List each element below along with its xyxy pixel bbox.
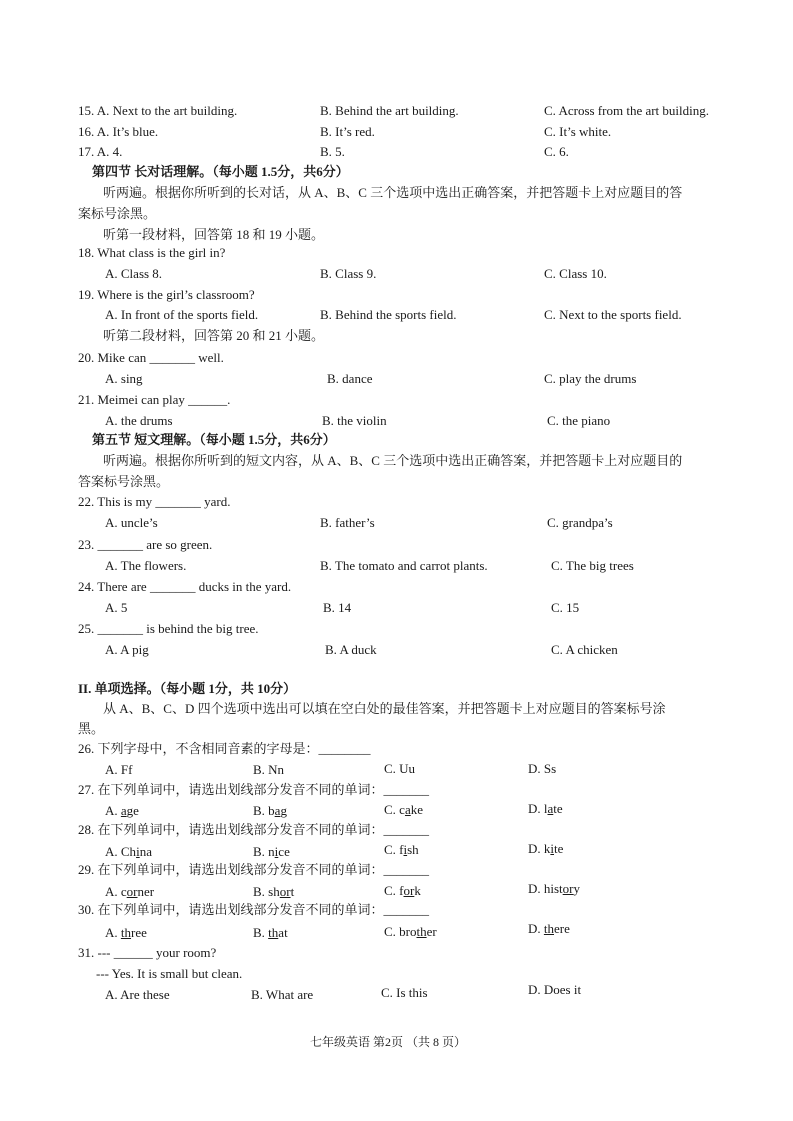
question-26: 26. 下列字母中，不含相同音素的字母是：________ <box>78 741 371 756</box>
q19-option-a: A. In front of the sports field. <box>105 307 259 322</box>
q30-a-suffix: ree <box>131 925 147 940</box>
q29-b-underlined: or <box>279 884 291 899</box>
q31-reply: --- Yes. It is small but clean. <box>96 966 243 981</box>
question-22: 22. This is my _______ yard. <box>78 494 231 509</box>
q22-option-c: C. grandpa’s <box>547 515 613 530</box>
question-30: 30. 在下列单词中，请选出划线部分发音不同的单词：_______ <box>78 902 430 917</box>
q27-b-suffix: g <box>280 803 287 818</box>
q22-option-b: B. father’s <box>320 515 375 530</box>
q30-option-c <box>384 924 437 940</box>
q27-b-prefix: B. b <box>253 803 275 818</box>
q27-b-underlined: a <box>274 803 281 818</box>
q30-c-underlined: th <box>416 924 427 939</box>
q23-option-a: A. The flowers. <box>105 558 187 573</box>
section-5-instructions-line1: 听两遍。根据你所听到的短文内容，从 A、B、C 三个选项中选出正确答案，并把答题卡上对应题目的 <box>103 453 683 468</box>
q26-option-c: C. Uu <box>384 761 416 776</box>
q27-d-underlined: a <box>547 801 554 816</box>
q28-a-underlined: i <box>136 844 140 859</box>
question-16: 16. A. It’s blue. <box>78 124 159 139</box>
q28-option-c <box>384 842 419 858</box>
question-15 <box>78 103 237 119</box>
q30-option-d <box>528 921 570 937</box>
q28-d-underlined: i <box>550 841 555 856</box>
q27-option-b <box>253 803 287 819</box>
q21-option-a: A. the drums <box>105 413 173 428</box>
material-2-note: 听第二段材料，回答第 20 和 21 小题。 <box>103 328 325 343</box>
q29-option-d <box>528 881 580 897</box>
q27-option-a <box>105 803 139 819</box>
q30-option-a <box>105 925 147 941</box>
section-4-instructions-line2: 案标号涂黑。 <box>78 206 157 221</box>
q28-a-suffix: na <box>139 844 152 859</box>
q19-option-b: B. Behind the sports field. <box>320 307 457 322</box>
q27-option-c <box>384 802 423 818</box>
q23-option-b: B. The tomato and carrot plants. <box>320 558 488 573</box>
q18-option-b: B. Class 9. <box>320 266 377 281</box>
q29-c-suffix: k <box>414 883 421 898</box>
question-29: 29. 在下列单词中，请选出划线部分发音不同的单词：_______ <box>78 862 430 877</box>
q30-a-underlined: th <box>120 925 132 940</box>
q26-option-d: D. Ss <box>528 761 557 776</box>
question-18: 18. What class is the girl in? <box>78 245 226 260</box>
q15-option-a: 15. A. Next to the art building. <box>78 103 238 118</box>
question-21: 21. Meimei can play ______. <box>78 392 231 407</box>
question-19: 19. Where is the girl’s classroom? <box>78 287 255 302</box>
q29-d-underlined: or <box>562 881 574 896</box>
q31-option-b: B. What are <box>251 987 314 1002</box>
q20-option-c: C. play the drums <box>544 371 637 386</box>
section-4-heading: 第四节 长对话理解。（每小题 1.5分，共6分） <box>92 164 349 179</box>
q29-b-suffix: t <box>290 884 295 899</box>
q29-b-prefix: B. sh <box>253 884 280 899</box>
q30-b-prefix: B. <box>253 925 269 940</box>
q27-d-suffix: te <box>553 801 563 816</box>
q29-c-prefix: C. f <box>384 883 404 898</box>
q27-c-underlined: a <box>404 802 411 817</box>
q29-option-c <box>384 883 421 899</box>
q29-d-suffix: y <box>573 881 581 896</box>
question-25: 25. _______ is behind the big tree. <box>78 621 259 636</box>
q27-d-prefix: D. l <box>528 801 548 816</box>
q27-c-prefix: C. c <box>384 802 405 817</box>
q19-option-c: C. Next to the sports field. <box>544 307 682 322</box>
q16-option-c: C. It’s white. <box>544 124 612 139</box>
q27-a-underlined: a <box>120 803 127 818</box>
part-2-heading: II. 单项选择。（每小题 1分，共 10分） <box>78 681 297 696</box>
q22-option-a: A. uncle’s <box>105 515 158 530</box>
q15-option-c: C. Across from the art building. <box>544 103 710 118</box>
q28-c-suffix: sh <box>407 842 419 857</box>
q31-option-c: C. Is this <box>381 985 428 1000</box>
q25-option-b: B. A duck <box>325 642 377 657</box>
q17-option-c: C. 6. <box>544 144 569 159</box>
q23-option-c: C. The big trees <box>551 558 634 573</box>
page-footer: 七年级英语 第2页 （共 8 页） <box>310 1035 467 1049</box>
question-23: 23. _______ are so green. <box>78 537 213 552</box>
question-31: 31. --- ______ your room? <box>78 945 217 960</box>
q21-option-c: C. the piano <box>547 413 611 428</box>
q17-option-b: B. 5. <box>320 144 345 159</box>
q28-d-prefix: D. k <box>528 841 551 856</box>
section-5-heading: 第五节 短文理解。（每小题 1.5分，共6分） <box>92 432 336 447</box>
q20-option-a: A. sing <box>105 371 143 386</box>
q26-option-a: A. Ff <box>105 762 133 777</box>
q27-a-suffix: ge <box>126 803 139 818</box>
q29-a-suffix: ner <box>137 884 155 899</box>
q28-option-d <box>528 841 563 857</box>
q29-option-b <box>253 884 294 900</box>
q30-a-prefix: A. <box>105 925 121 940</box>
q28-c-underlined: i <box>403 842 408 857</box>
q20-option-b: B. dance <box>327 371 373 386</box>
part-2-instructions-line2: 黑。 <box>78 721 105 736</box>
q18-option-c: C. Class 10. <box>544 266 607 281</box>
question-24: 24. There are _______ ducks in the yard. <box>78 579 292 594</box>
material-1-note: 听第一段材料，回答第 18 和 19 小题。 <box>103 227 325 242</box>
q30-d-underlined: th <box>543 921 555 936</box>
q28-option-a <box>105 844 152 860</box>
q30-d-suffix: ere <box>554 921 570 936</box>
q30-b-underlined: th <box>268 925 279 940</box>
question-17: 17. A. 4. <box>78 144 123 159</box>
q21-option-b: B. the violin <box>322 413 387 428</box>
q28-b-suffix: ce <box>278 844 290 859</box>
section-4-instructions-line1: 听两遍。根据你所听到的长对话，从 A、B、C 三个选项中选出正确答案，并把答题卡上对应题目的答 <box>103 185 683 200</box>
q31-option-d: D. Does it <box>528 982 582 997</box>
q27-option-d <box>528 801 563 817</box>
q26-option-b: B. Nn <box>253 762 285 777</box>
q28-d-suffix: te <box>554 841 564 856</box>
q27-a-prefix: A. <box>105 803 121 818</box>
q15-option-b: B. Behind the art building. <box>320 103 459 118</box>
q25-option-a: A. A pig <box>105 642 149 657</box>
q24-option-a: A. 5 <box>105 600 128 615</box>
q30-c-prefix: C. bro <box>384 924 417 939</box>
q18-option-a: A. Class 8. <box>105 266 163 281</box>
q29-a-prefix: A. c <box>105 884 127 899</box>
question-20: 20. Mike can _______ well. <box>78 350 224 365</box>
q29-option-a <box>105 884 154 900</box>
q28-c-prefix: C. f <box>384 842 404 857</box>
q28-b-prefix: B. n <box>253 844 275 859</box>
q25-option-c: C. A chicken <box>551 642 618 657</box>
q28-b-underlined: i <box>274 844 279 859</box>
q24-option-c: C. 15 <box>551 600 580 615</box>
q30-c-suffix: er <box>426 924 437 939</box>
q29-d-prefix: D. hist <box>528 881 563 896</box>
q30-d-prefix: D. <box>528 921 544 936</box>
q16-option-b: B. It’s red. <box>320 124 375 139</box>
q28-a-prefix: A. Ch <box>105 844 137 859</box>
q28-option-b <box>253 844 290 860</box>
q31-option-a: A. Are these <box>105 987 170 1002</box>
section-5-instructions-line2: 答案标号涂黑。 <box>78 474 170 489</box>
q29-c-underlined: or <box>403 883 415 898</box>
question-27: 27. 在下列单词中，请选出划线部分发音不同的单词：_______ <box>78 782 430 797</box>
q30-option-b <box>253 925 288 941</box>
q29-a-underlined: or <box>126 884 138 899</box>
part-2-instructions-line1: 从 A、B、C、D 四个选项中选出可以填在空白处的最佳答案，并把答题卡上对应题目的答案标号涂 <box>103 701 666 716</box>
question-28: 28. 在下列单词中，请选出划线部分发音不同的单词：_______ <box>78 822 430 837</box>
q27-c-suffix: ke <box>410 802 424 817</box>
q24-option-b: B. 14 <box>323 600 352 615</box>
q30-b-suffix: at <box>278 925 288 940</box>
